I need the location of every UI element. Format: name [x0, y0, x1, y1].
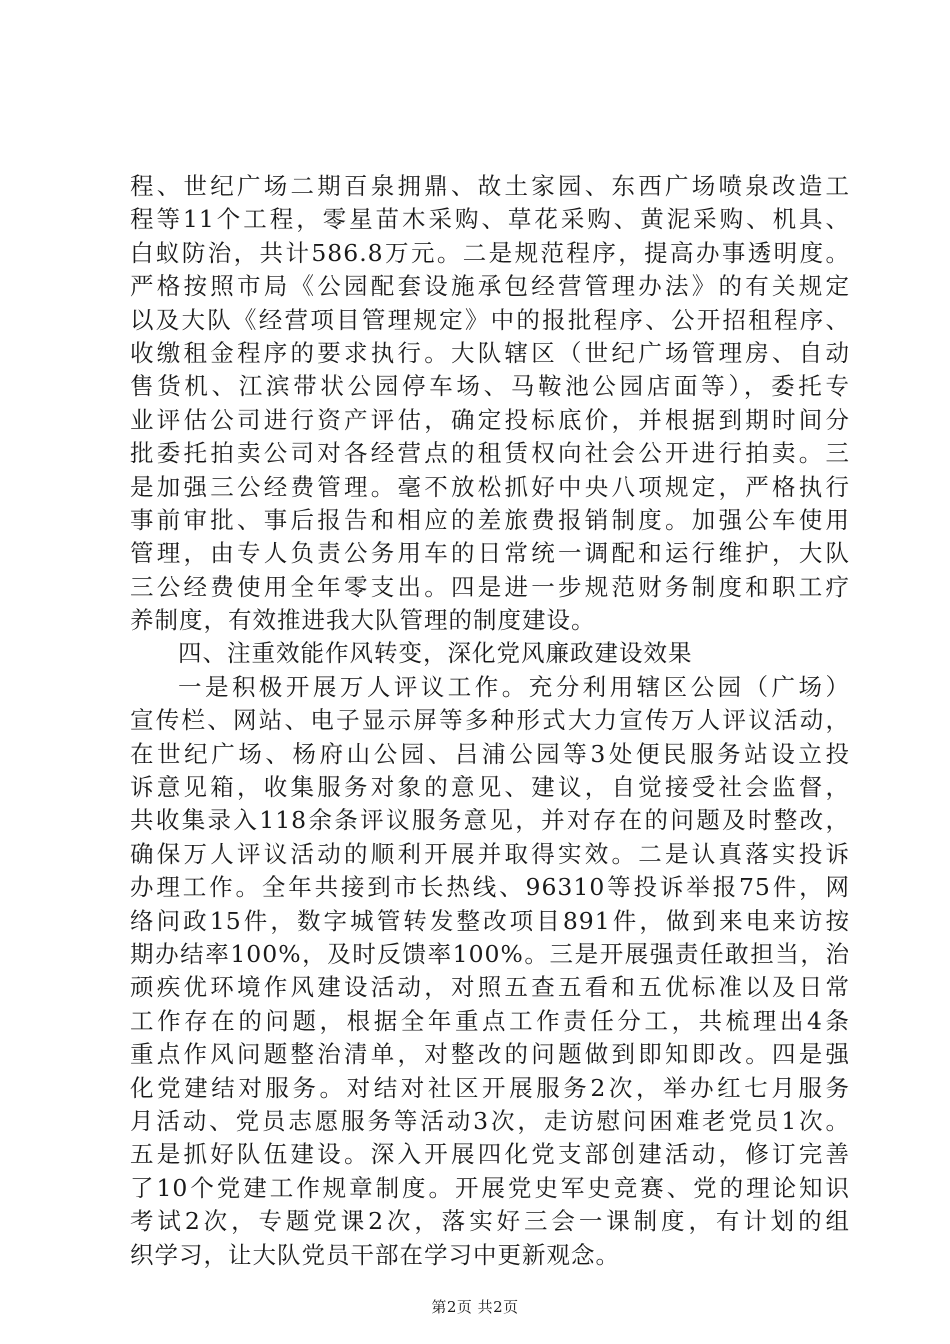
text-line: 顽疾优环境作风建设活动，对照五查五看和五优标准以及日常 [130, 973, 850, 1002]
text-line: 严格按照市局《公园配套设施承包经营管理办法》的有关规定 [130, 272, 850, 301]
section-heading: 四、注重效能作风转变，深化党风廉政建设效果 [178, 639, 693, 668]
text-line: 期办结率100%，及时反馈率100%。三是开展强责任敢担当，治 [130, 939, 850, 968]
text-line: 考试2次，专题党课2次，落实好三会一课制度，有计划的组 [130, 1207, 850, 1236]
text-line: 养制度，有效推进我大队管理的制度建设。 [130, 606, 596, 635]
text-line: 办理工作。全年共接到市长热线、96310等投诉举报75件，网 [130, 873, 850, 902]
text-line: 业评估公司进行资产评估，确定投标底价，并根据到期时间分 [130, 405, 850, 434]
text-line: 络问政15件，数字城管转发整改项目891件，做到来电来访按 [130, 906, 850, 935]
text-line: 织学习，让大队党员干部在学习中更新观念。 [130, 1240, 620, 1269]
text-line: 收缴租金程序的要求执行。大队辖区（世纪广场管理房、自动 [130, 338, 850, 367]
text-line: 确保万人评议活动的顺利开展并取得实效。二是认真落实投诉 [130, 839, 850, 868]
text-line: 重点作风问题整治清单，对整改的问题做到即知即改。四是强 [130, 1040, 850, 1069]
document-body [130, 170, 850, 1272]
text-line: 以及大队《经营项目管理规定》中的报批程序、公开招租程序、 [130, 305, 850, 334]
text-line: 在世纪广场、杨府山公园、吕浦公园等3处便民服务站设立投 [130, 739, 850, 768]
text-line: 程等11个工程，零星苗木采购、草花采购、黄泥采购、机具、 [130, 205, 850, 234]
text-line: 批委托拍卖公司对各经营点的租赁权向社会公开进行拍卖。三 [130, 439, 850, 468]
text-line: 售货机、江滨带状公园停车场、马鞍池公园店面等），委托专 [130, 372, 850, 401]
text-line: 工作存在的问题，根据全年重点工作责任分工，共梳理出4条 [130, 1006, 850, 1035]
text-line: 了10个党建工作规章制度。开展党史军史竞赛、党的理论知识 [130, 1173, 850, 1202]
text-line: 管理，由专人负责公务用车的日常统一调配和运行维护，大队 [130, 539, 850, 568]
text-line: 是加强三公经费管理。毫不放松抓好中央八项规定，严格执行 [130, 472, 850, 501]
text-line: 月活动、党员志愿服务等活动3次，走访慰问困难老党员1次。 [130, 1106, 850, 1135]
text-line: 白蚁防治，共计586.8万元。二是规范程序，提高办事透明度。 [130, 238, 850, 267]
text-line: 共收集录入118余条评议服务意见，并对存在的问题及时整改， [130, 806, 850, 835]
text-line: 诉意见箱，收集服务对象的意见、建议，自觉接受社会监督， [130, 773, 850, 802]
page-footer [0, 1296, 950, 1317]
page-number-label: 第2页 共2页 [431, 1298, 519, 1316]
text-line: 三公经费使用全年零支出。四是进一步规范财务制度和职工疗 [130, 572, 850, 601]
text-line: 宣传栏、网站、电子显示屏等多种形式大力宣传万人评议活动， [130, 706, 850, 735]
text-line: 五是抓好队伍建设。深入开展四化党支部创建活动，修订完善 [130, 1140, 850, 1169]
text-line: 事前审批、事后报告和相应的差旅费报销制度。加强公车使用 [130, 505, 850, 534]
text-line: 程、世纪广场二期百泉拥鼎、故土家园、东西广场喷泉改造工 [130, 172, 850, 200]
text-line: 一是积极开展万人评议工作。充分利用辖区公园（广场） [178, 672, 850, 701]
text-line: 化党建结对服务。对结对社区开展服务2次，举办红七月服务 [130, 1073, 850, 1102]
